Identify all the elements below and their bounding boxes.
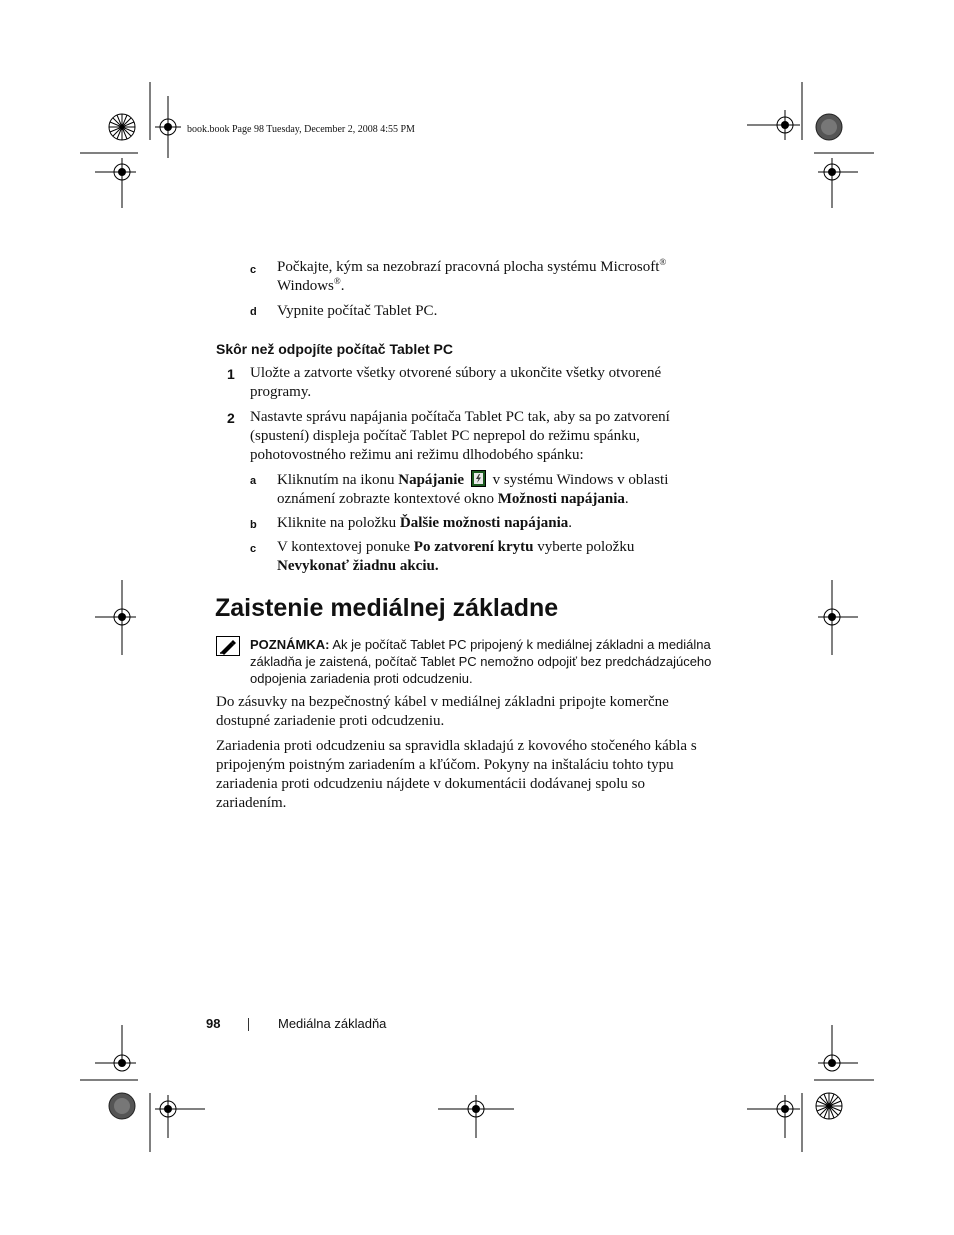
registration-mark-icon [747,1095,800,1138]
registration-mark-icon [818,609,858,625]
step-text: Nastavte správu napájania počítača Tablet PC tak, aby sa po zatvorení (spustení) displeja počítač Tablet PC neprepol do režimu spánku, pohotovostného režimu ani režimu dlhodobého spánku: [250,409,670,463]
step-label: c [250,543,257,555]
note-pencil-icon [216,636,240,661]
step-label: a [250,475,257,487]
step-text: Počkajte, kým sa nezobrazí pracovná plocha systému Microsoft® Windows®. [277,257,667,294]
step-text: Kliknutím na ikonu Napájanie v systému Windows v oblasti oznámení zobrazte kontextové okno Možnosti napájania. [277,472,669,507]
step-number: 1 [227,366,235,382]
step-label: d [250,306,257,318]
power-meter-icon [471,470,486,487]
registration-mark-icon [818,158,858,208]
step-label: b [250,519,257,531]
step-text: Vypnite počítač Tablet PC. [277,303,438,319]
registration-mark-icon [95,158,136,208]
step-text: Uložte a zatvorte všetky otvorené súbory a ukončite všetky otvorené programy. [250,365,662,400]
registration-mark-icon [818,1055,858,1071]
registration-mark-icon [95,609,136,625]
registration-mark-icon [438,1095,514,1138]
note-block: POZNÁMKA: Ak je počítač Tablet PC pripojený k mediálnej základni a mediálna základňa je zaistená, počítač Tablet PC nemožno odpojiť bez predchádzajúceho odpojenia zariadenia proti odcudzeniu. [250,637,712,686]
registration-mark-icon [155,96,181,158]
page-title: Zaistenie mediálnej základne [215,594,559,622]
registration-mark-icon [95,1055,136,1071]
step-number: 2 [227,410,235,426]
starburst-target-icon [109,1093,135,1119]
starburst-target-icon [816,114,842,140]
step-label: c [250,264,257,276]
starburst-target-icon [816,1093,842,1119]
footer-divider [248,1018,249,1031]
paragraph: Do zásuvky na bezpečnostný kábel v mediálnej základni pripojte komerčne dostupné zariadenie proti odcudzeniu. [216,694,669,729]
paragraph: Zariadenia proti odcudzeniu sa spravidla skladajú z kovového stočeného kábla s pripojeným poistným zariadením a kľúčom. Pokyny na inštaláciu tohto typu zariadenia proti odcudzeniu nájdete v dokumentácii dodávanej spolu so zariadením. [216,738,697,811]
starburst-target-icon [109,114,135,140]
print-info-header: book.book Page 98 Tuesday, December 2, 2008 4:55 PM [187,124,415,135]
footer-chapter: Mediálna základňa [278,1016,387,1031]
page-number: 98 [206,1016,221,1031]
step-text: V kontextovej ponuke Po zatvorení krytu vyberte položku Nevykonať žiadnu akciu. [277,539,635,574]
registration-mark-icon [747,110,800,140]
registration-mark-icon [155,1095,205,1138]
step-text: Kliknite na položku Ďalšie možnosti napájania. [277,515,573,531]
section-subheading: Skôr než odpojíte počítač Tablet PC [216,341,453,357]
